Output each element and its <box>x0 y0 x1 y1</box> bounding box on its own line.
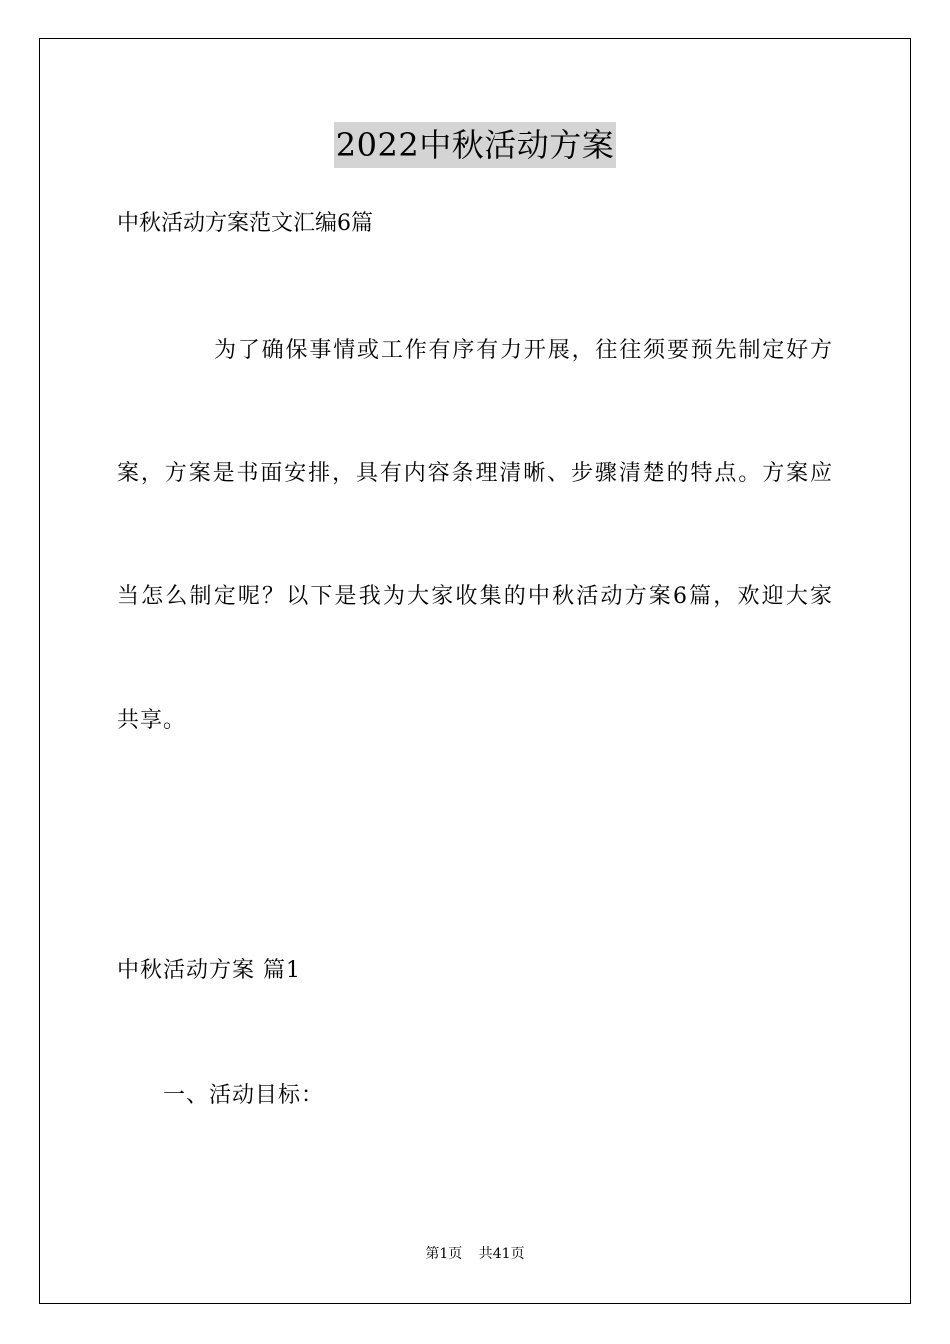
document-title: 2022中秋活动方案 <box>334 122 616 168</box>
intro-line-2: 案，方案是书面安排，具有内容条理清晰、步骤清楚的特点。方案应 <box>117 461 833 486</box>
page-number-total: 共41页 <box>478 1246 525 1262</box>
page-footer <box>0 1244 950 1264</box>
intro-line-4: 共享。 <box>117 708 187 733</box>
intro-line-1: 为了确保事情或工作有序有力开展，往往须要预先制定好方 <box>214 338 833 363</box>
page-number-current: 第1页 <box>425 1246 463 1262</box>
document-subtitle: 中秋活动方案范文汇编6篇 <box>117 211 373 236</box>
title-container <box>0 122 950 168</box>
section-heading: 中秋活动方案 篇1 <box>117 958 301 983</box>
item-heading: 一、活动目标： <box>163 1083 325 1108</box>
intro-line-3: 当怎么制定呢？以下是我为大家收集的中秋活动方案6篇，欢迎大家 <box>117 584 833 609</box>
